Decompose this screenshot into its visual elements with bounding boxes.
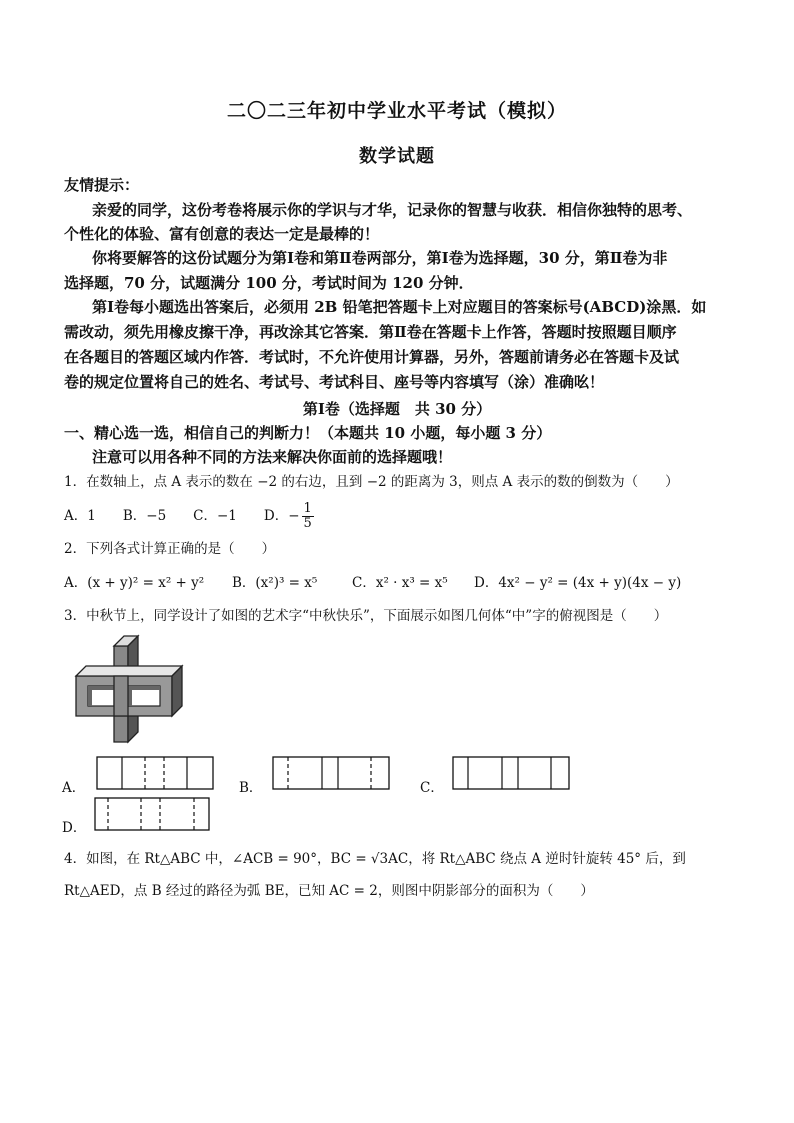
zhong-3d-figure — [66, 632, 196, 746]
tips-line-3: 你将要解答的这份试题分为第Ⅰ卷和第Ⅱ卷两部分，第Ⅰ卷为选择题，30 分，第Ⅱ卷为非 — [92, 249, 668, 267]
q1-stem: 1．在数轴上，点 A 表示的数在 −2 的右边，且到 −2 的距离为 3，则点 A 表示的数的倒数为（ ） — [64, 474, 679, 490]
q1-fraction — [302, 502, 314, 531]
q3-option-c-view — [452, 756, 570, 790]
section-note: 注意可以用各种不同的方法来解决你面前的选择题哦！ — [92, 448, 453, 466]
q3-option-b-view — [272, 756, 390, 790]
q3-option-d-label: D． — [62, 820, 87, 836]
q3-option-a-label: A． — [62, 780, 86, 796]
exam-title: 二〇二三年初中学业水平考试（模拟） — [226, 100, 567, 122]
q1-frac-num: 1 — [303, 501, 312, 516]
q1-frac-den: 5 — [303, 516, 312, 531]
q1-options-text: A．1 B．−5 C．−1 D．− — [64, 508, 300, 524]
tips-line-7: 在各题目的答题区域内作答．考试时，不允许使用计算器，另外，答题前请务必在答题卡及试 — [64, 348, 680, 366]
section-heading: 一、精心选一选，相信自己的判断力！（本题共 10 小题，每小题 3 分） — [64, 424, 552, 442]
tips-line-2: 个性化的体验、富有创意的表达一定是最棒的！ — [64, 225, 380, 243]
q3-stem: 3．中秋节上，同学设计了如图的艺术字“中秋快乐”，下面展示如图几何体“中”字的俯视图是（ ） — [64, 608, 668, 624]
tips-heading: 友情提示： — [64, 176, 140, 194]
q1-options — [64, 502, 314, 531]
q2-stem: 2．下列各式计算正确的是（ ） — [64, 541, 276, 557]
q2-option-b: B．(x²)³ = x⁵ — [232, 575, 318, 591]
q3-option-c-label: C． — [420, 780, 444, 796]
tips-line-6: 需改动，须先用橡皮擦干净，再改涂其它答案．第Ⅱ卷在答题卡上作答，答题时按照题目顺序 — [64, 323, 677, 341]
tips-line-8: 卷的规定位置将自己的姓名、考试号、考试科目、座号等内容填写（涂）准确吆！ — [64, 373, 605, 391]
tips-line-4: 选择题，70 分，试题满分 100 分，考试时间为 120 分钟． — [64, 274, 474, 292]
tips-line-5: 第Ⅰ卷每小题选出答案后，必须用 2B 铅笔把答题卡上对应题目的答案标号(ABCD)涂黑．如 — [92, 298, 707, 316]
tips-line-1: 亲爱的同学，这份考卷将展示你的学识与才华，记录你的智慧与收获．相信你独特的思考、 — [92, 201, 693, 219]
section-title: 第Ⅰ卷（选择题 共 30 分） — [302, 400, 492, 418]
q4-line-2: Rt△AED，点 B 经过的路径为弧 BE，已知 AC = 2，则图中阴影部分的面积为（ ） — [64, 883, 594, 899]
q3-option-a-view — [96, 756, 214, 790]
q2-option-a: A．(x + y)² = x² + y² — [64, 575, 205, 591]
q3-option-d-view — [94, 797, 210, 831]
q4-line-1: 4．如图，在 Rt△ABC 中，∠ACB = 90°，BC = √3AC，将 Rt△ABC 绕点 A 逆时针旋转 45° 后，到 — [64, 851, 686, 867]
q2-option-d: D．4x² − y² = (4x + y)(4x − y) — [474, 575, 682, 591]
q2-option-c: C．x² · x³ = x⁵ — [352, 575, 448, 591]
q3-option-b-label: B． — [239, 780, 263, 796]
exam-subtitle: 数学试题 — [359, 146, 435, 167]
